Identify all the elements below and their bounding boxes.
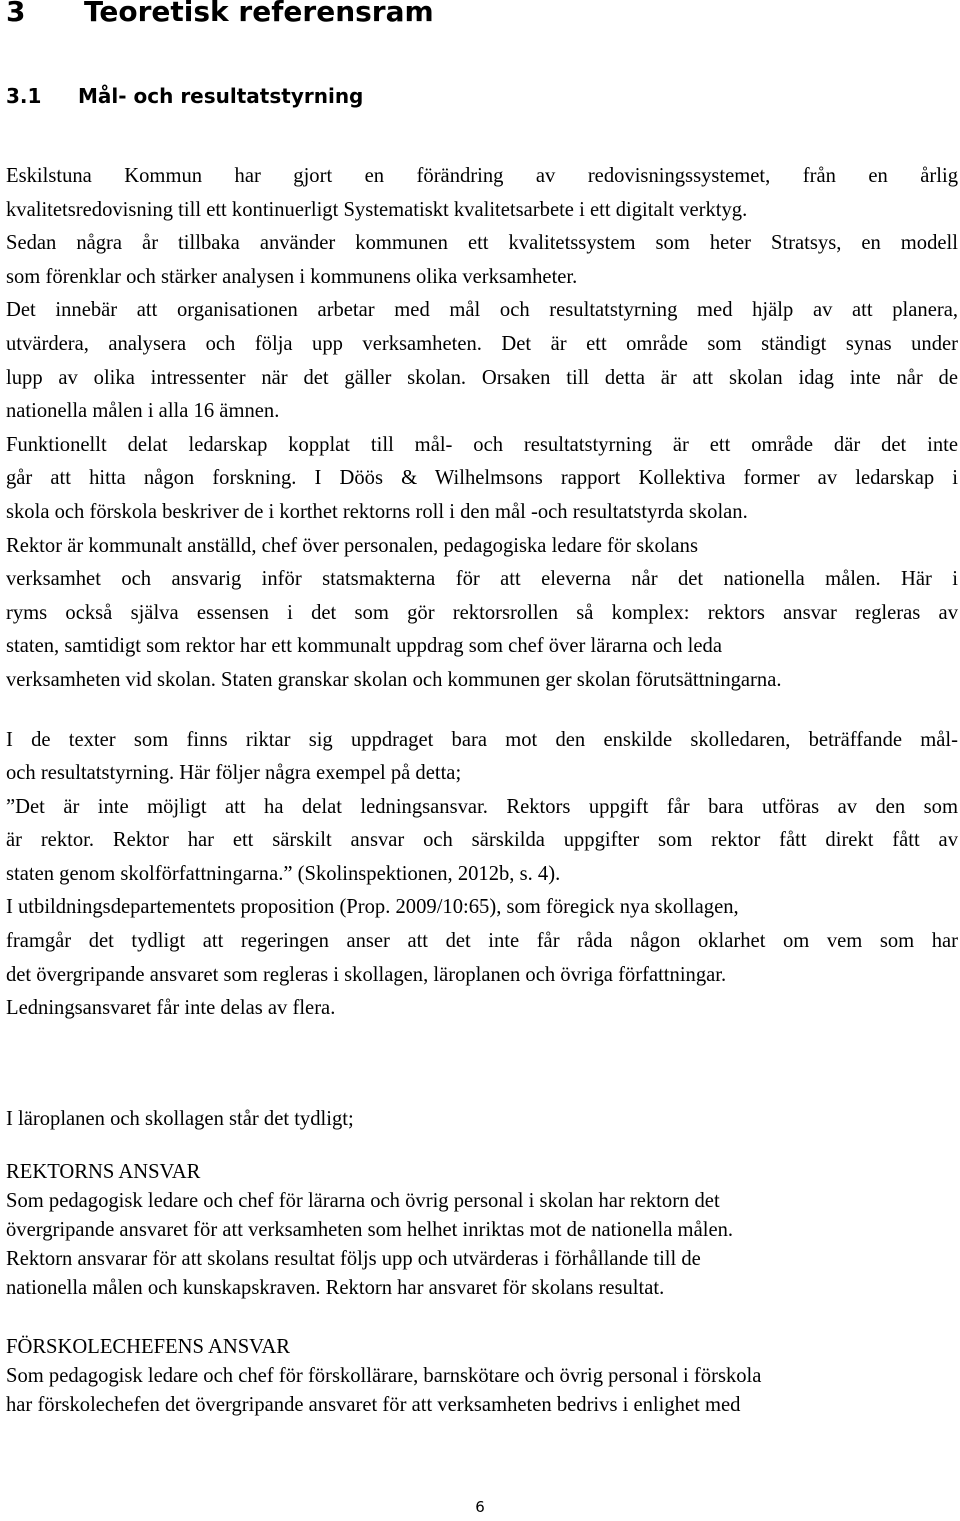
text-line: Rektorn ansvarar för att skolans resultat följs upp och utvärderas i förhållande till de (6, 1248, 701, 1270)
text-line: Det innebär att organisationen arbetar med mål och resultatstyrning med hjälp av att planera, (6, 299, 958, 322)
intro-text (6, 1105, 958, 1134)
section-title: Mål- och resultatstyrning (78, 84, 364, 108)
quote-line: ”Det är inte möjligt att ha delat ledningsansvar. Rektors uppgift får bara utföras av den som (6, 795, 958, 818)
section-forskolechef-title: FÖRSKOLECHEFENS ANSVAR (6, 1336, 290, 1358)
text-line: övergripande ansvaret för att verksamheten som helhet inriktas mot de nationella målen. (6, 1219, 734, 1241)
text-line: I utbildningsdepartementets proposition (Prop. 2009/10:65), som föregick nya skollagen, (6, 896, 739, 919)
text-line: staten, samtidigt som rektor har ett kommunalt uppdrag som chef över lärarna och leda (6, 635, 722, 658)
text-line: Sedan några år tillbaka använder kommunen ett kvalitetssystem som heter Stratsys, en modell (6, 232, 958, 255)
text-line: Rektor är kommunalt anställd, chef över personalen, pedagogiska ledare för skolans (6, 534, 698, 557)
text-line: Eskilstuna Kommun har gjort en förändring av redovisningssystemet, från en årlig (6, 165, 958, 187)
text-line: har förskolechefen det övergripande ansvaret för att verksamheten bedrivs i enlighet med (6, 1394, 741, 1416)
page-number: 6 (475, 1498, 485, 1516)
body-text (6, 160, 958, 1026)
text-line: Som pedagogisk ledare och chef för förskollärare, barnskötare och övrig personal i förskola (6, 1365, 762, 1387)
section-rektor-title: REKTORNS ANSVAR (6, 1161, 201, 1183)
text-line: Funktionellt delat ledarskap kopplat till mål- och resultatstyrning är ett område där det inte (6, 433, 958, 456)
section-rektor (6, 1158, 958, 1303)
text-line: framgår det tydligt att regeringen anser att det inte får råda någon oklarhet om vem som har (6, 930, 958, 953)
text-line: nationella målen och kunskapskraven. Rektorn har ansvaret för skolans resultat. (6, 1277, 665, 1299)
chapter-number: 3 (6, 0, 26, 28)
paragraph-gap (6, 698, 958, 724)
text-line: det övergripande ansvaret som regleras i skollagen, läroplanen och övriga författningar. (6, 963, 727, 986)
intro-line: I läroplanen och skollagen står det tydligt; (6, 1108, 354, 1130)
text-line: går att hitta någon forskning. I Döös & Wilhelmsons rapport Kollektiva former av ledarskap i (6, 467, 958, 490)
section-forskolechef (6, 1333, 958, 1420)
quote-line: är rektor. Rektor har ett särskilt ansvar och särskilda uppgifter som rektor fått direkt fått av (6, 829, 958, 852)
chapter-heading (6, 0, 434, 32)
chapter-title: Teoretisk referensram (84, 0, 434, 28)
text-line: ryms också själva essensen i det som gör rektorsrollen så komplex: rektors ansvar regleras av (6, 601, 958, 624)
quote-line: staten genom skolförfattningarna.” (Skolinspektionen, 2012b, s. 4). (6, 862, 561, 885)
text-line: kvalitetsredovisning till ett kontinuerligt Systematiskt kvalitetsarbete i ett digitalt verktyg. (6, 198, 748, 221)
text-line: skola och förskola beskriver de i korthet rektorns roll i den mål -och resultatstyrda skolan. (6, 500, 748, 523)
text-line: Som pedagogisk ledare och chef för lärarna och övrig personal i skolan har rektorn det (6, 1190, 720, 1212)
section-number: 3.1 (6, 84, 42, 108)
text-line: nationella målen i alla 16 ämnen. (6, 400, 280, 423)
section-heading (6, 81, 363, 111)
text-line: och resultatstyrning. Här följer några exempel på detta; (6, 762, 462, 785)
text-line: I de texter som finns riktar sig uppdraget bara mot den enskilde skolledaren, beträffande mål- (6, 728, 958, 751)
text-line: Ledningsansvaret får inte delas av flera. (6, 997, 336, 1020)
text-line: utvärdera, analysera och följa upp verksamheten. Det är ett område som ständigt synas under (6, 332, 958, 355)
text-line: som förenklar och stärker analysen i kommunens olika verksamheter. (6, 265, 578, 288)
text-line: verksamheten vid skolan. Staten granskar skolan och kommunen ger skolan förutsättningarna. (6, 668, 782, 691)
text-line: verksamhet och ansvarig inför statsmakterna för att eleverna når det nationella målen. Här i (6, 568, 958, 591)
text-line: lupp av olika intressenter när det gäller skolan. Orsaken till detta är att skolan idag inte når de (6, 366, 958, 389)
